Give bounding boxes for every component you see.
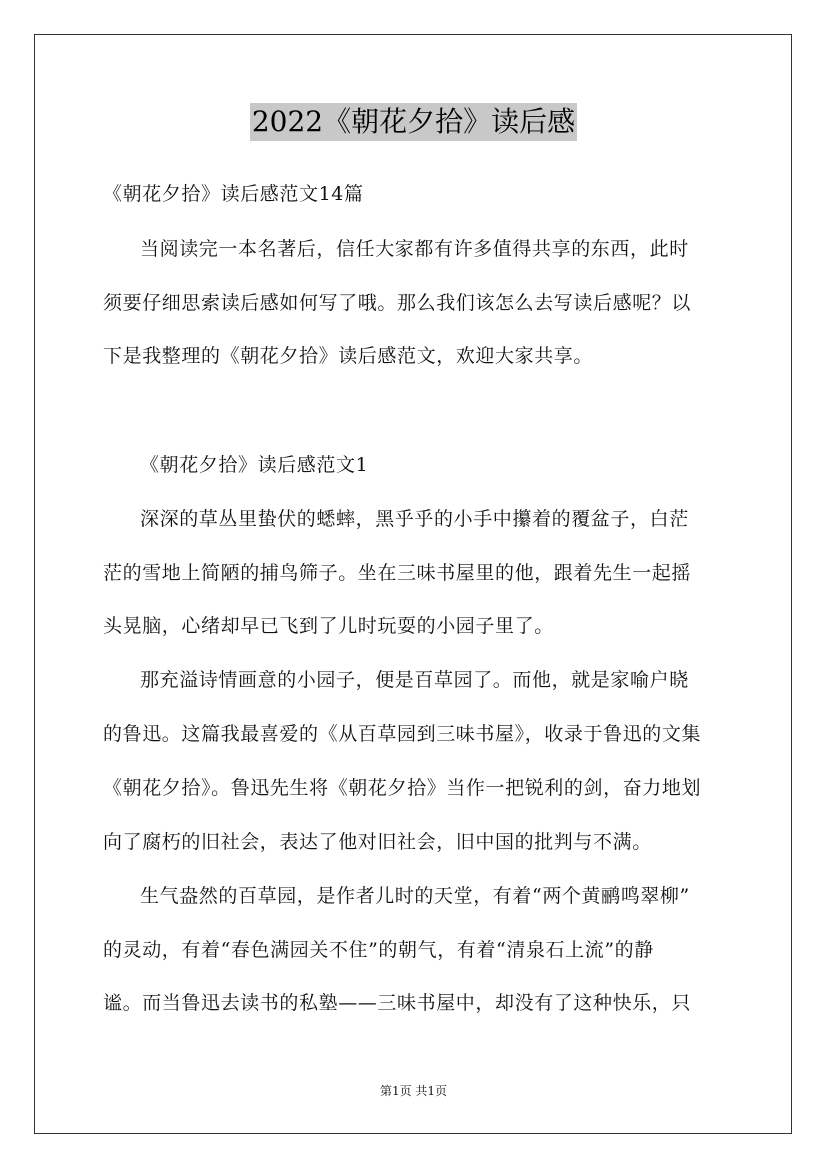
paragraph-line: 茫的雪地上简陋的捕鸟筛子。坐在三味书屋里的他，跟着先生一起摇 xyxy=(103,562,692,584)
intro-line: 须要仔细思索读后感如何写了哦。那么我们该怎么去写读后感呢？以 xyxy=(103,292,692,314)
paragraph-line: 深深的草丛里蛰伏的蟋蟀，黑乎乎的小手中攥着的覆盆子，白茫 xyxy=(140,508,689,530)
paragraph-line: 谧。而当鲁迅去读书的私塾——三味书屋中，却没有了这种快乐，只 xyxy=(103,992,692,1014)
document-title: 2022《朝花夕拾》读后感 xyxy=(250,103,577,141)
paragraph-line: 的灵动，有着“春色满园关不住”的朝气，有着“清泉石上流”的静 xyxy=(103,939,654,961)
page-footer: 第1页 共1页 xyxy=(379,1084,448,1098)
subtitle: 《朝花夕拾》读后感范文14篇 xyxy=(103,183,364,205)
paragraph-line: 《朝花夕拾》。鲁迅先生将《朝花夕拾》当作一把锐利的剑，奋力地划 xyxy=(103,777,702,799)
paragraph-line: 生气盎然的百草园，是作者儿时的天堂，有着“两个黄鹂鸣翠柳” xyxy=(140,885,690,907)
paragraph-line: 那充溢诗情画意的小园子，便是百草园了。而他，就是家喻户晓 xyxy=(140,669,689,691)
intro-line: 当阅读完一本名著后，信任大家都有许多值得共享的东西，此时 xyxy=(140,238,689,260)
intro-line: 下是我整理的《朝花夕拾》读后感范文，欢迎大家共享。 xyxy=(103,345,594,367)
paragraph-line: 的鲁迅。这篇我最喜爱的《从百草园到三味书屋》，收录于鲁迅的文集 xyxy=(103,723,702,745)
document-title-wrap xyxy=(0,103,827,141)
paragraph-line: 头晃脑，心绪却早已飞到了儿时玩耍的小园子里了。 xyxy=(103,615,554,637)
paragraph-line: 向了腐朽的旧社会，表达了他对旧社会，旧中国的批判与不满。 xyxy=(103,831,652,853)
section-heading: 《朝花夕拾》读后感范文1 xyxy=(140,454,369,476)
